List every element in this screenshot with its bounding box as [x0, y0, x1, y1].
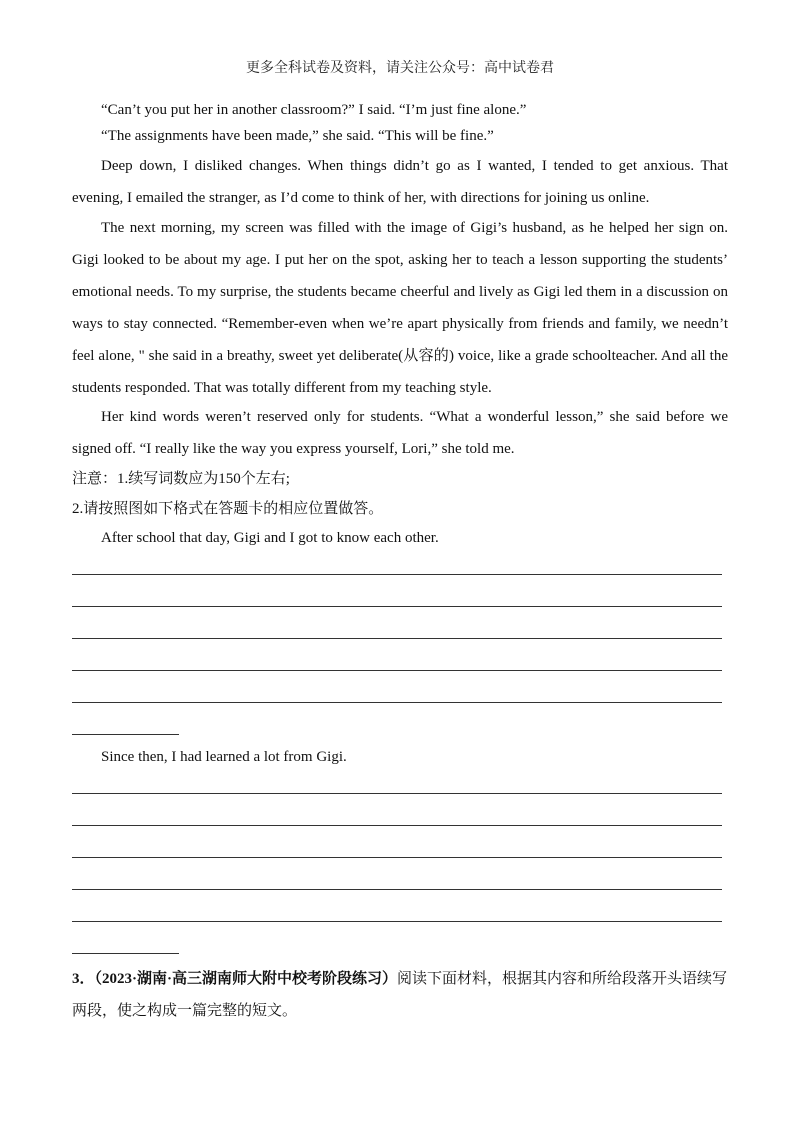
question-3-number: 3．	[72, 971, 95, 987]
answer-line	[72, 638, 722, 639]
answer-line	[72, 574, 722, 575]
paragraph-3: Deep down, I disliked changes. When things didn’t go as I wanted, I tended to get anxious. That evening, I emailed the stranger, as I’d come to think of her, with directions for joining us online.	[72, 158, 728, 206]
answer-line	[72, 670, 722, 671]
answer-line	[72, 825, 722, 826]
answer-line	[72, 889, 722, 890]
note-2: 2.请按照图如下格式在答题卡的相应位置做答。	[72, 501, 384, 517]
question-3	[72, 963, 728, 1027]
question-3-instruction: 阅读下面材料，根据其内容和所给段落开头语续写两段，使之构成一篇完整的短文。	[72, 971, 728, 1019]
paragraph-4: The next morning, my screen was filled with the image of Gigi’s husband, as he helped her sign on. Gigi looked to be about my age. I put her on the spot, asking her to teach a lesson supporting the students’ emotional needs. To my surprise, the students became cheerful and lively as Gigi led them in a discussion on ways to stay connected. “Remember-even when we’re apart physically from friends and family, we needn’t feel alone, " she said in a breathy, sweet yet deliberate(从容的) voice, like a grade schoolteacher. And all the students responded. That was totally different from my teaching style.	[72, 220, 728, 396]
answer-line	[72, 857, 722, 858]
paragraph-5: Her kind words weren’t reserved only for students. “What a wonderful lesson,” she said before we signed off. “I really like the way you express yourself, Lori,” she told me.	[72, 409, 728, 457]
continuation-prompt-1: After school that day, Gigi and I got to know each other.	[101, 530, 439, 546]
answer-line-short	[72, 734, 179, 735]
answer-line	[72, 702, 722, 703]
paragraph-1: “Can’t you put her in another classroom?” I said. “I’m just fine alone.”	[101, 102, 527, 118]
answer-line	[72, 606, 722, 607]
answer-line	[72, 793, 722, 794]
page-header: 更多全科试卷及资料，请关注公众号：高中试卷君	[246, 61, 554, 76]
answer-line	[72, 921, 722, 922]
paragraph-2: “The assignments have been made,” she said. “This will be fine.”	[101, 128, 494, 144]
note-1: 注意：1.续写词数应为150个左右;	[72, 471, 290, 487]
continuation-prompt-2: Since then, I had learned a lot from Gigi.	[101, 749, 347, 765]
question-3-source: （2023·湖南·高三湖南师大附中校考阶段练习）	[94, 971, 398, 987]
answer-line-short	[72, 953, 179, 954]
